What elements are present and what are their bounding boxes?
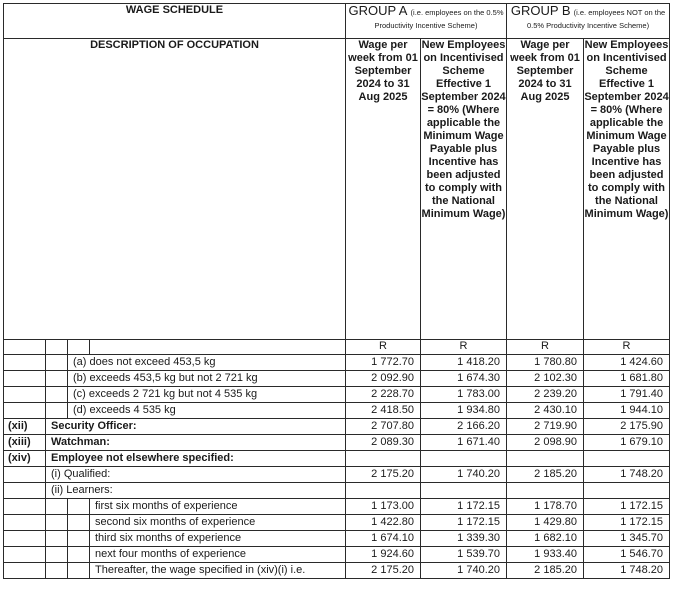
row-number: (xiii): [4, 435, 46, 451]
group-b-wage: 2 185.20: [507, 467, 584, 483]
group-b-new: 1 546.70: [584, 547, 670, 563]
table-row: [4, 483, 670, 499]
group-a-new: 1 671.40: [421, 435, 507, 451]
row-label: (c) exceeds 2 721 kg but not 4 535 kg: [68, 387, 346, 403]
group-a-wage: [346, 483, 421, 499]
currency-label: R: [507, 340, 584, 355]
group-a-wage: 1 772.70: [346, 355, 421, 371]
group-a-wage-header: Wage per week from 01 September 2024 to 31 Aug 2025: [346, 39, 421, 340]
table-row: [4, 515, 670, 531]
table-row: [4, 451, 670, 467]
group-a-new: 1 172.15: [421, 499, 507, 515]
blank-cell: [68, 563, 90, 579]
group-b-wage: 2 430.10: [507, 403, 584, 419]
group-a-wage: 2 175.20: [346, 563, 421, 579]
row-label: Thereafter, the wage specified in (xiv)(i) i.e.: [90, 563, 346, 579]
row-number: (xiv): [4, 451, 46, 467]
blank-cell: [4, 403, 46, 419]
group-a-new-header: New Employees on Incentivised Scheme Effective 1 September 2024 = 80% (Where applicable the Minimum Wage Payable plus Incentive has been adjusted to comply with the National Minimum Wage): [421, 39, 507, 340]
group-a-new: 1 418.20: [421, 355, 507, 371]
group-a-new: 1 539.70: [421, 547, 507, 563]
row-label: Employee not elsewhere specified:: [46, 451, 346, 467]
group-a-new: 1 172.15: [421, 515, 507, 531]
table-row: [4, 419, 670, 435]
blank-cell: [4, 547, 46, 563]
group-b-wage: 2 719.90: [507, 419, 584, 435]
table-row: [4, 435, 670, 451]
group-b-wage: 1 933.40: [507, 547, 584, 563]
table-row: [4, 467, 670, 483]
row-label: (a) does not exceed 453,5 kg: [68, 355, 346, 371]
table-row: [4, 563, 670, 579]
group-b-wage: [507, 483, 584, 499]
group-b-wage: [507, 451, 584, 467]
column-header-row: [4, 39, 670, 340]
group-a-wage: 1 173.00: [346, 499, 421, 515]
blank-cell: [46, 499, 68, 515]
row-label: Security Officer:: [46, 419, 346, 435]
group-a-new: [421, 451, 507, 467]
group-b-wage: 1 682.10: [507, 531, 584, 547]
group-a-wage: [346, 451, 421, 467]
blank-cell: [4, 387, 46, 403]
blank-cell: [4, 467, 46, 483]
group-b-new: [584, 451, 670, 467]
group-b-new: 1 424.60: [584, 355, 670, 371]
group-a-new: 1 740.20: [421, 563, 507, 579]
table-row: [4, 355, 670, 371]
group-a-new: 1 934.80: [421, 403, 507, 419]
row-label: (ii) Learners:: [46, 483, 346, 499]
group-a-wage: 2 092.90: [346, 371, 421, 387]
blank-cell: [4, 371, 46, 387]
row-label: (b) exceeds 453,5 kg but not 2 721 kg: [68, 371, 346, 387]
group-b-wage: 1 429.80: [507, 515, 584, 531]
group-b-new: 1 748.20: [584, 563, 670, 579]
row-number: (xii): [4, 419, 46, 435]
group-a-wage: 2 089.30: [346, 435, 421, 451]
blank-cell: [68, 515, 90, 531]
blank-cell: [4, 340, 46, 355]
group-b-new: 1 681.80: [584, 371, 670, 387]
blank-cell: [46, 371, 68, 387]
blank-cell: [68, 531, 90, 547]
group-a-new: [421, 483, 507, 499]
group-b-new: 1 172.15: [584, 515, 670, 531]
group-a-wage: 2 707.80: [346, 419, 421, 435]
group-b-wage: 2 098.90: [507, 435, 584, 451]
group-b-new: 1 345.70: [584, 531, 670, 547]
blank-cell: [4, 499, 46, 515]
wage-schedule-table: [3, 3, 670, 579]
group-b-new: 1 791.40: [584, 387, 670, 403]
blank-cell: [46, 387, 68, 403]
group-b-wage: 1 780.80: [507, 355, 584, 371]
group-a-wage: 2 228.70: [346, 387, 421, 403]
table-row: [4, 499, 670, 515]
row-label: third six months of experience: [90, 531, 346, 547]
group-b-new: 1 172.15: [584, 499, 670, 515]
group-a-name: GROUP A: [348, 3, 408, 18]
row-label: Watchman:: [46, 435, 346, 451]
blank-cell: [68, 499, 90, 515]
group-b-note: (i.e. employees NOT on the 0.5% Productivity Incentive Scheme): [526, 8, 666, 30]
group-a-wage: 1 924.60: [346, 547, 421, 563]
row-label: second six months of experience: [90, 515, 346, 531]
table-title: WAGE SCHEDULE: [4, 4, 346, 39]
blank-cell: [46, 563, 68, 579]
group-b-wage: 2 185.20: [507, 563, 584, 579]
blank-cell: [68, 340, 90, 355]
group-b-new: 1 679.10: [584, 435, 670, 451]
row-label: first six months of experience: [90, 499, 346, 515]
blank-cell: [46, 531, 68, 547]
blank-cell: [46, 340, 68, 355]
table-row: [4, 403, 670, 419]
currency-label: R: [346, 340, 421, 355]
blank-cell: [4, 355, 46, 371]
blank-cell: [4, 515, 46, 531]
blank-cell: [68, 547, 90, 563]
row-label: next four months of experience: [90, 547, 346, 563]
table-row: [4, 387, 670, 403]
group-a-wage: 1 422.80: [346, 515, 421, 531]
group-b-name: GROUP B: [510, 3, 571, 18]
blank-cell: [46, 547, 68, 563]
blank-cell: [4, 563, 46, 579]
blank-cell: [46, 515, 68, 531]
group-a-header: [346, 4, 507, 39]
group-a-new: 1 783.00: [421, 387, 507, 403]
group-b-new: 1 748.20: [584, 467, 670, 483]
group-b-wage: 2 102.30: [507, 371, 584, 387]
group-b-new: 1 944.10: [584, 403, 670, 419]
blank-cell: [46, 403, 68, 419]
currency-label: R: [421, 340, 507, 355]
currency-label: R: [584, 340, 670, 355]
table-row: [4, 371, 670, 387]
group-a-wage: 2 418.50: [346, 403, 421, 419]
group-b-new: [584, 483, 670, 499]
group-b-wage: 2 239.20: [507, 387, 584, 403]
group-a-wage: 2 175.20: [346, 467, 421, 483]
group-b-header: [507, 4, 670, 39]
table-row: [4, 547, 670, 563]
group-b-wage-header: Wage per week from 01 September 2024 to 31 Aug 2025: [507, 39, 584, 340]
group-a-wage: 1 674.10: [346, 531, 421, 547]
group-b-new: 2 175.90: [584, 419, 670, 435]
group-b-wage: 1 178.70: [507, 499, 584, 515]
blank-cell: [4, 531, 46, 547]
group-a-new: 2 166.20: [421, 419, 507, 435]
group-a-note: (i.e. employees on the 0.5% Productivity Incentive Scheme): [374, 8, 504, 30]
blank-cell: [4, 483, 46, 499]
group-b-new-header: New Employees on Incentivised Scheme Effective 1 September 2024 = 80% (Where applicable the Minimum Wage Payable plus Incentive has been adjusted to comply with the National Minimum Wage): [584, 39, 670, 340]
table-row: [4, 531, 670, 547]
group-a-new: 1 740.20: [421, 467, 507, 483]
blank-cell: [46, 355, 68, 371]
group-a-new: 1 339.30: [421, 531, 507, 547]
group-a-new: 1 674.30: [421, 371, 507, 387]
blank-cell: [90, 340, 346, 355]
currency-row: [4, 340, 670, 355]
row-label: (i) Qualified:: [46, 467, 346, 483]
description-header: DESCRIPTION OF OCCUPATION: [4, 39, 346, 340]
row-label: (d) exceeds 4 535 kg: [68, 403, 346, 419]
group-header-row: [4, 4, 670, 39]
